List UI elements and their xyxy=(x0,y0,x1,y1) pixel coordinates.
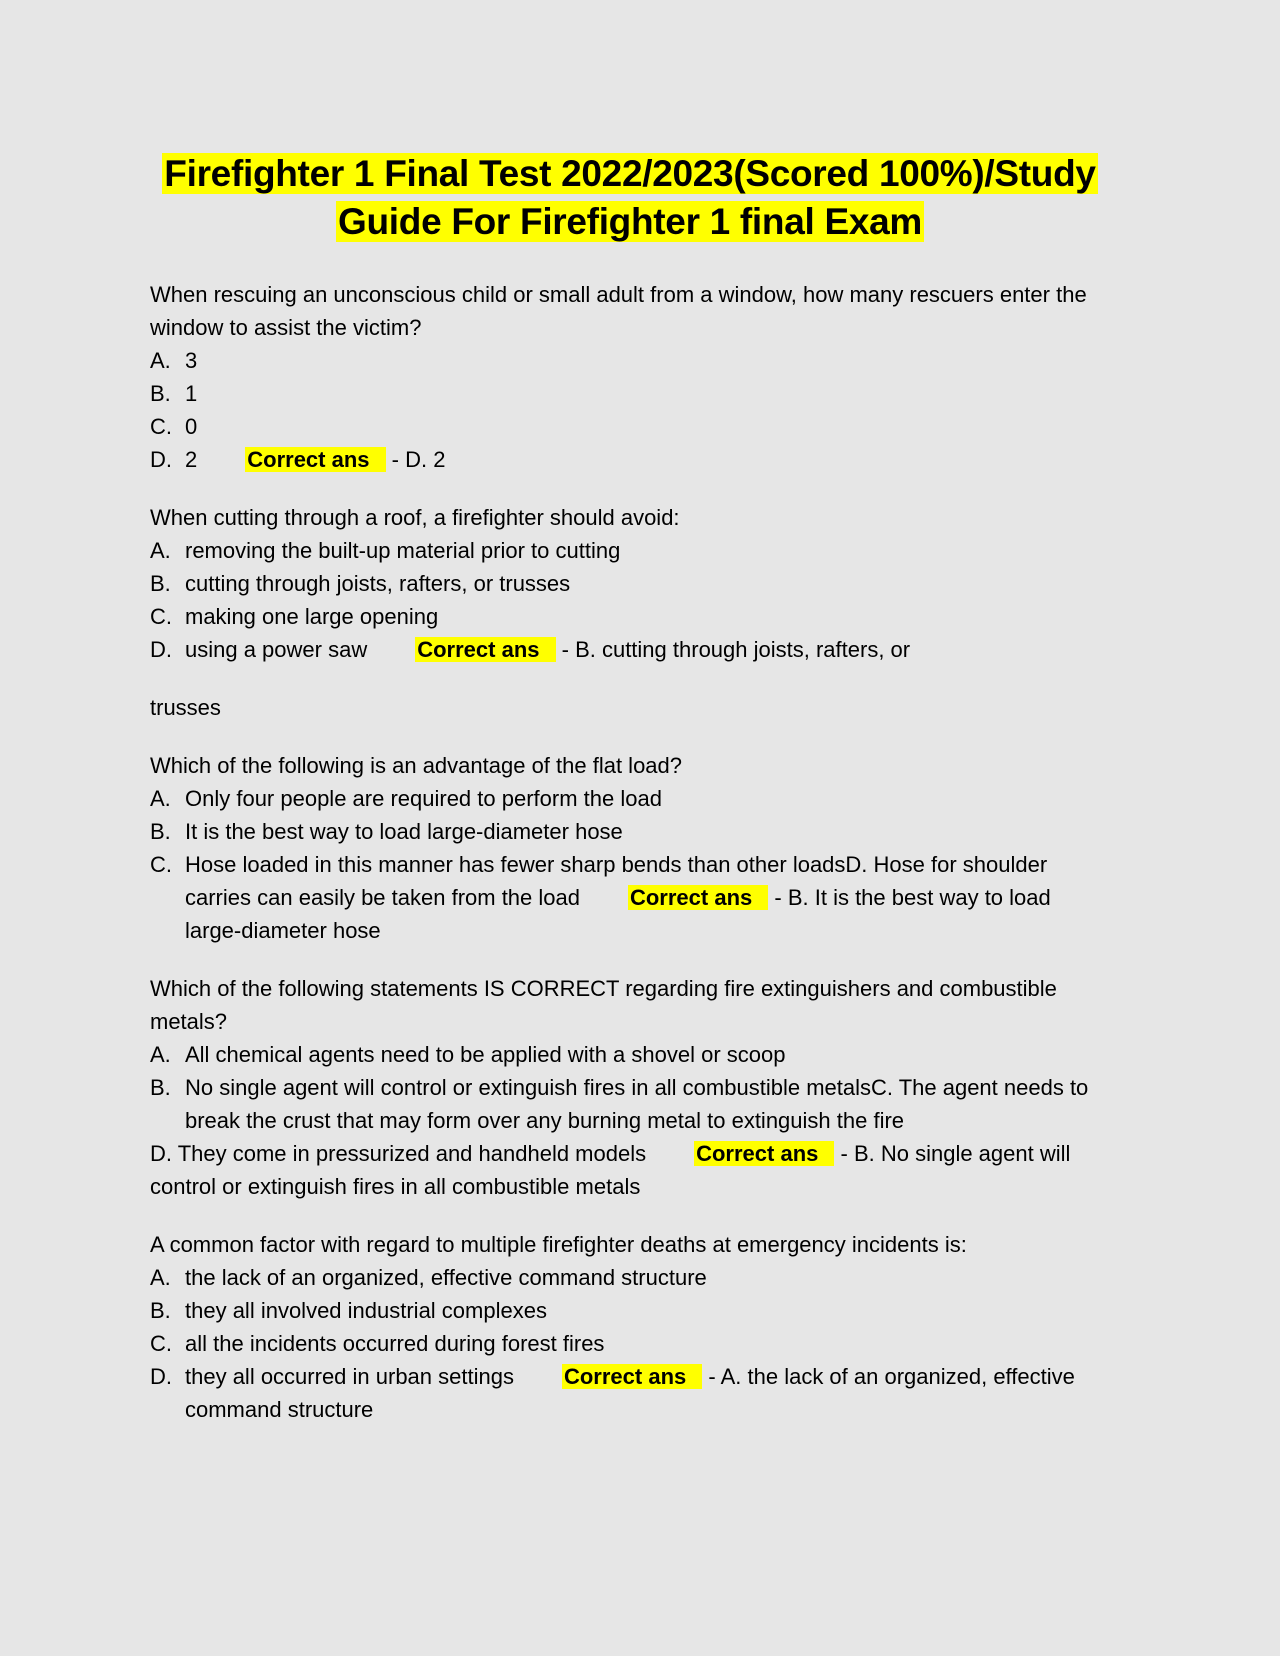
question-text: A common factor with regard to multiple firefighter deaths at emergency incidents is: xyxy=(150,1232,967,1257)
option-a: A. removing the built-up material prior to cutting xyxy=(150,538,621,563)
title-line-1: Firefighter 1 Final Test 2022/2023(Scored 100%)/Study xyxy=(164,153,1096,194)
option-a: A. the lack of an organized, effective command structure xyxy=(150,1265,707,1290)
correct-answer-label: Correct ans xyxy=(562,1364,702,1389)
question-5 xyxy=(150,1228,1110,1426)
page-title xyxy=(150,150,1110,246)
question-text: Which of the following statements IS CORRECT regarding fire extinguishers and combustible metals? xyxy=(150,976,1057,1034)
question-1 xyxy=(150,278,1110,476)
correct-answer: - B. No single agent will control or extinguish fires in all combustible metals xyxy=(150,1141,1071,1199)
option-d: D. they all occurred in urban settings Correct ans - A. the lack of an organized, effective command structure xyxy=(150,1364,1075,1422)
correct-answer-label: Correct ans xyxy=(415,637,555,662)
correct-answer-label: Correct ans xyxy=(628,885,768,910)
option-d-and-answer: D. They come in pressurized and handheld models Correct ans - B. No single agent will control or extinguish fires in all combustible metals xyxy=(150,1141,1071,1199)
question-text: When rescuing an unconscious child or small adult from a window, how many rescuers enter the window to assist the victim? xyxy=(150,282,1087,340)
option-c: C. all the incidents occurred during forest fires xyxy=(150,1331,605,1356)
option-b: B. they all involved industrial complexes xyxy=(150,1298,547,1323)
document-page xyxy=(150,150,1110,1451)
title-line-2: Guide For Firefighter 1 final Exam xyxy=(338,201,922,242)
option-a: A. 3 xyxy=(150,348,198,373)
option-d: D. 2 Correct ans - D. 2 xyxy=(150,447,446,472)
correct-answer: - A. the lack of an organized, effective command structure xyxy=(185,1364,1075,1422)
correct-answer-label: Correct ans xyxy=(245,447,385,472)
question-text: When cutting through a roof, a firefighter should avoid: xyxy=(150,505,680,530)
option-c: C. Hose loaded in this manner has fewer sharp bends than other loadsD. Hose for shoulder carries can easily be taken from the load Correct ans - B. It is the best way to load large-diameter hose xyxy=(150,852,1051,943)
correct-answer: - B. It is the best way to load large-diameter hose xyxy=(185,885,1051,943)
option-b: B. No single agent will control or extinguish fires in all combustible metalsC. The agent needs to break the crust that may form over any burning metal to extinguish the fire xyxy=(150,1075,1089,1133)
correct-answer: - B. cutting through joists, rafters, or xyxy=(561,637,911,662)
option-c: C. 0 xyxy=(150,414,198,439)
question-2 xyxy=(150,501,1110,724)
question-text: Which of the following is an advantage of the flat load? xyxy=(150,753,683,778)
option-d: D. using a power saw Correct ans - B. cutting through joists, rafters, or xyxy=(150,637,911,662)
option-a: A. Only four people are required to perform the load xyxy=(150,786,662,811)
correct-answer-label: Correct ans xyxy=(694,1141,834,1166)
option-b: B. 1 xyxy=(150,381,198,406)
correct-answer-continued: trusses xyxy=(150,695,221,720)
option-b: B. cutting through joists, rafters, or trusses xyxy=(150,571,571,596)
option-b: B. It is the best way to load large-diameter hose xyxy=(150,819,623,844)
correct-answer: - D. 2 xyxy=(391,447,446,472)
question-3 xyxy=(150,749,1110,947)
question-4 xyxy=(150,972,1110,1203)
option-c: C. making one large opening xyxy=(150,604,439,629)
option-a: A. All chemical agents need to be applied with a shovel or scoop xyxy=(150,1042,786,1067)
